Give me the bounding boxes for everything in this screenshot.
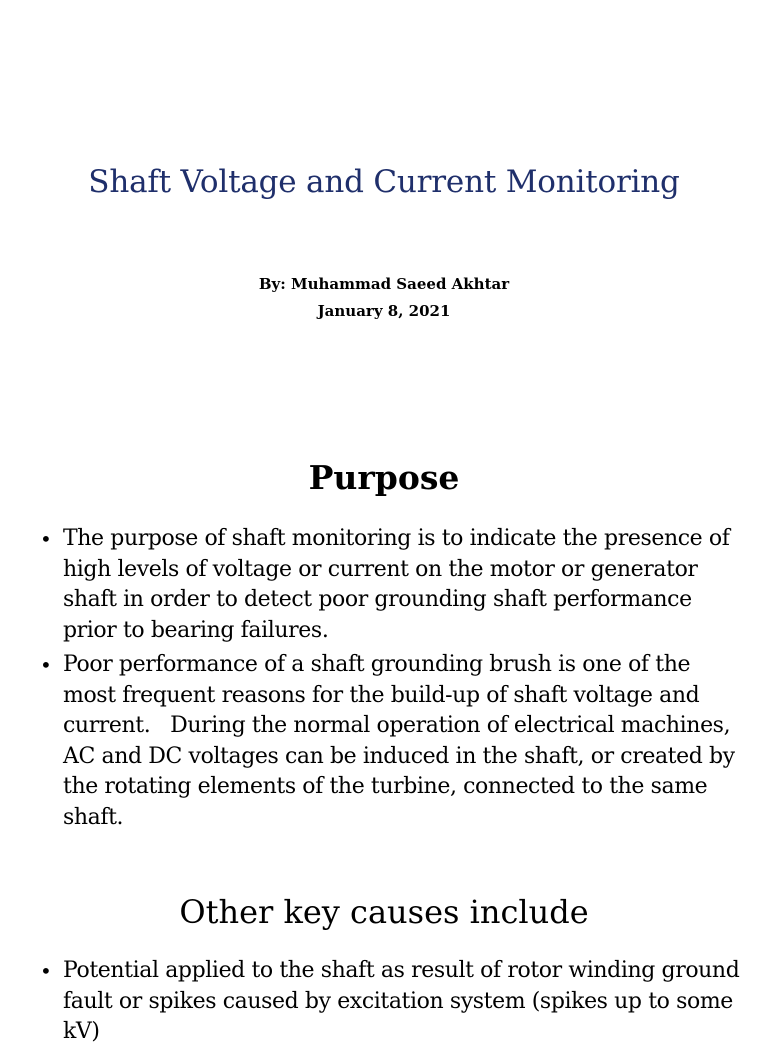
bullet-icon: • <box>40 527 52 551</box>
date-line: January 8, 2021 <box>317 302 451 320</box>
purpose-heading: Purpose <box>308 458 460 497</box>
purpose-bullet-list <box>40 524 740 837</box>
bullet-text: Potential applied to the shaft as result of rotor winding ground fault or spikes caused by excitation system (spikes up to some kV) <box>63 958 740 1044</box>
document-title: Shaft Voltage and Current Monitoring <box>88 164 680 200</box>
bullet-icon: • <box>40 959 52 983</box>
causes-heading: Other key causes include <box>179 893 589 931</box>
causes-bullet-list <box>40 956 740 1052</box>
list-item <box>40 956 740 1048</box>
list-item <box>40 524 740 646</box>
bullet-text: Poor performance of a shaft grounding brush is one of the most frequent reasons for the build-up of shaft voltage and current. During the normal operation of electrical machines, AC and DC voltages can be induced in the shaft, or created by the rotating elements of the turbine, connected to the same shaft. <box>63 652 742 830</box>
list-item <box>40 650 740 833</box>
author-line: By: Muhammad Saeed Akhtar <box>258 275 510 293</box>
bullet-icon: • <box>40 653 52 677</box>
bullet-text: The purpose of shaft monitoring is to indicate the presence of high levels of voltage or current on the motor or generator shaft in order to detect poor grounding shaft performance prior to bearing failures. <box>63 526 730 643</box>
title-slide <box>0 0 768 420</box>
